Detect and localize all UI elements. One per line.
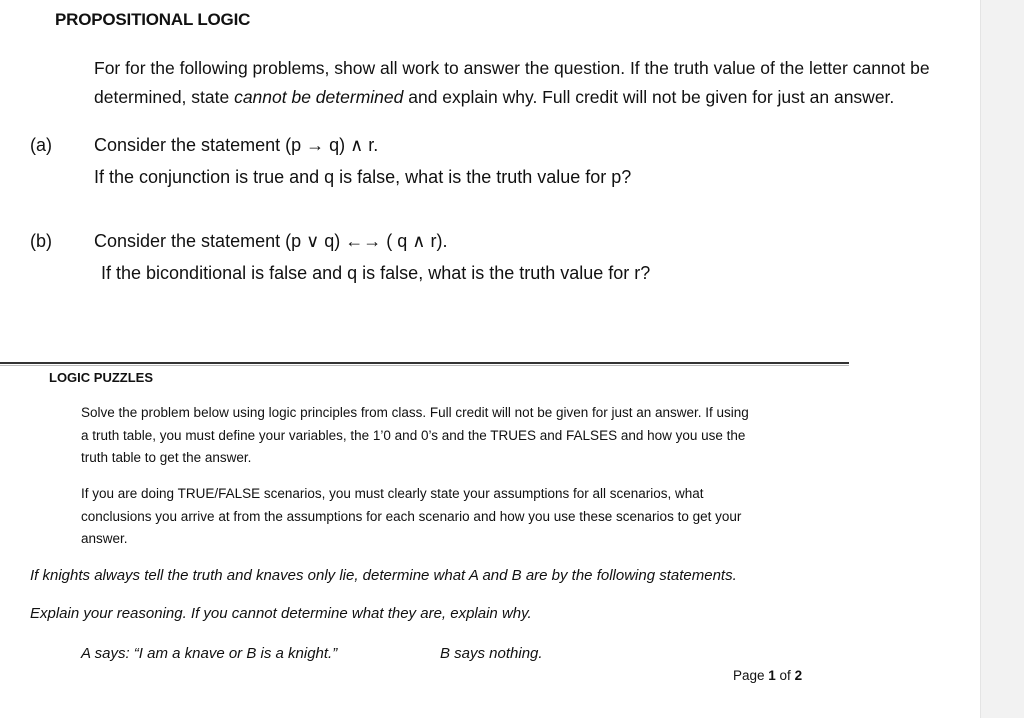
section-divider-shadow — [0, 365, 849, 366]
page-total: 2 — [794, 668, 803, 683]
section-heading-logic-puzzles: LOGIC PUZZLES — [49, 370, 153, 385]
instruction-line: conclusions you arrive at from the assumptions for each scenario and how you use these scenarios to get your — [81, 509, 742, 524]
page-prefix: Page — [733, 668, 769, 683]
instruction-line: truth table to get the answer. — [81, 450, 252, 465]
statement-a: A says: “I am a knave or B is a knight.” — [81, 645, 338, 662]
problem-b-question: If the biconditional is false and q is false, what is the truth value for r? — [101, 263, 651, 283]
puzzle-prompt: If knights always tell the truth and knaves only lie, determine what A and B are by the following statements. — [30, 567, 737, 584]
instruction-line: answer. — [81, 531, 128, 546]
problem-a-statement: Consider the statement (p → q) ∧ r. — [94, 135, 379, 155]
problem-a-label: (a) — [30, 135, 52, 155]
intro-line-2-text: determined, state — [94, 87, 235, 107]
vertical-scrollbar[interactable] — [980, 0, 1024, 718]
page-number — [733, 668, 802, 683]
intro-line-1: For for the following problems, show all work to answer the question. If the truth value of the letter cannot be — [94, 58, 930, 78]
problem-a-question: If the conjunction is true and q is false, what is the truth value for p? — [94, 167, 632, 187]
instruction-line: a truth table, you must define your variables, the 1’0 and 0’s and the TRUES and FALSES and how you use the — [81, 428, 746, 443]
instruction-line: Solve the problem below using logic principles from class. Full credit will not be given for just an answer. If using — [81, 405, 749, 420]
statement-b: B says nothing. — [440, 645, 543, 662]
section-heading-propositional-logic: PROPOSITIONAL LOGIC — [55, 10, 251, 29]
intro-emphasis: cannot be determined — [234, 87, 404, 107]
page-current: 1 — [768, 668, 776, 683]
intro-line-2 — [94, 87, 894, 108]
puzzle-explain-prompt: Explain your reasoning. If you cannot determine what they are, explain why. — [30, 605, 532, 622]
problem-b-label: (b) — [30, 231, 52, 251]
intro-line-2-rest: and explain why. Full credit will not be given for just an answer. — [403, 87, 895, 107]
problem-b-statement: Consider the statement (p ∨ q) ←→ ( q ∧ r). — [94, 231, 448, 251]
instruction-line: If you are doing TRUE/FALSE scenarios, you must clearly state your assumptions for all scenarios, what — [81, 486, 704, 501]
section-divider — [0, 362, 849, 364]
page-of: of — [775, 668, 795, 683]
